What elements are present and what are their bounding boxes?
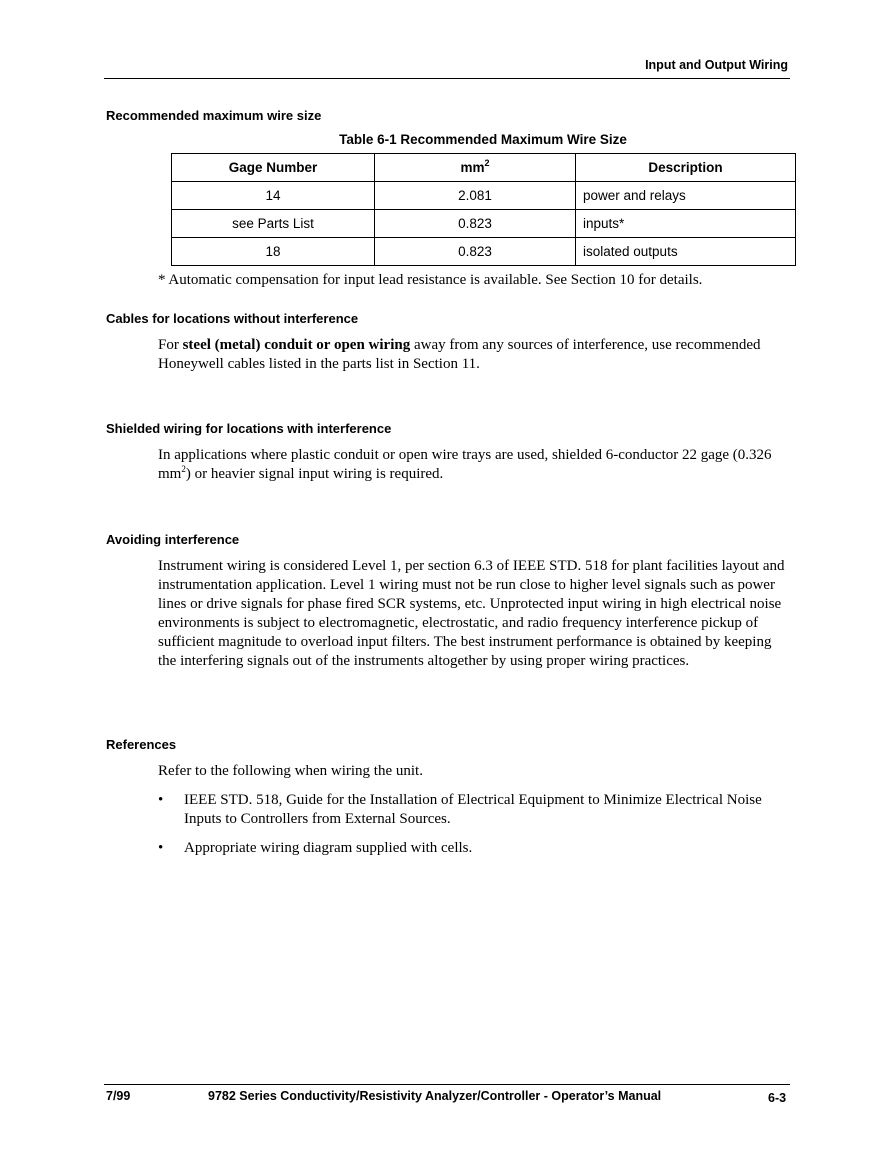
running-header: Input and Output Wiring — [645, 58, 788, 72]
bullet-icon: • — [158, 792, 164, 808]
column-header-gage: Gage Number — [172, 154, 375, 182]
paragraph-shielded-sup: 2 — [181, 464, 186, 474]
cell-description: isolated outputs — [576, 238, 796, 266]
cell-mm2: 2.081 — [375, 182, 576, 210]
footer-date: 7/99 — [106, 1089, 131, 1103]
list-item-text: Appropriate wiring diagram supplied with cells. — [184, 840, 473, 856]
table-footnote: * Automatic compensation for input lead resistance is available. See Section 10 for details. — [158, 272, 703, 288]
table-row — [172, 210, 796, 238]
list-item-text: IEEE STD. 518, Guide for the Installation of Electrical Equipment to Minimize Electrical Noise Inputs to Controllers from External Sources. — [184, 792, 762, 827]
column-header-mm2-exponent: 2 — [484, 158, 490, 168]
footer-title: 9782 Series Conductivity/Resistivity Analyzer/Controller - Operator’s Manual — [208, 1089, 662, 1103]
column-header-mm2-unit: mm — [460, 160, 485, 175]
table-row — [172, 182, 796, 210]
page-number: 6-3 — [768, 1091, 787, 1105]
cell-description: inputs* — [576, 210, 796, 238]
footer-rule — [104, 1084, 790, 1085]
list-item — [158, 791, 792, 829]
table-row — [172, 238, 796, 266]
paragraph-cables-pre: For — [158, 337, 183, 353]
list-item — [158, 839, 792, 858]
bullet-icon: • — [158, 840, 164, 856]
column-header-description: Description — [576, 154, 796, 182]
paragraph-references-intro: Refer to the following when wiring the unit. — [158, 763, 423, 779]
column-header-mm2 — [375, 154, 576, 182]
paragraph-shielded — [158, 446, 792, 484]
heading-avoiding: Avoiding interference — [106, 532, 240, 547]
paragraph-cables-post: away from any sources of interference, use recommended Honeywell cables listed in the parts list in Section 11. — [158, 337, 761, 372]
paragraph-avoiding: Instrument wiring is considered Level 1, per section 6.3 of IEEE STD. 518 for plant facilities layout and instrumentation application. Level 1 wiring must not be run close to higher level signals such as power lines or drive signals for phase fired SCR systems, etc. Unprotected input wiring in high electrical noise environments is subject to electromagnetic, electrostatic, and radio frequency interference pickup of sufficient magnitude to overload input filters. The best instrument performance is obtained by keeping the interfering signals out of the instruments altogether by using proper wiring practices. — [158, 558, 785, 669]
paragraph-cables-bold: steel (metal) conduit or open wiring — [182, 337, 411, 353]
wire-size-table — [171, 153, 796, 266]
cell-mm2: 0.823 — [375, 210, 576, 238]
table-caption: Table 6-1 Recommended Maximum Wire Size — [339, 132, 627, 147]
heading-cables: Cables for locations without interference — [106, 311, 359, 326]
paragraph-shielded-post: ) or heavier signal input wiring is required. — [185, 466, 444, 482]
heading-references: References — [106, 737, 177, 752]
cell-gage: 14 — [172, 182, 375, 210]
cell-mm2: 0.823 — [375, 238, 576, 266]
heading-wire-size: Recommended maximum wire size — [106, 108, 322, 123]
cell-description: power and relays — [576, 182, 796, 210]
paragraph-cables — [158, 336, 792, 374]
paragraph-shielded-pre: In applications where plastic conduit or open wire trays are used, shielded 6-conductor 22 gage (0.326 mm — [158, 447, 772, 482]
heading-shielded: Shielded wiring for locations with interference — [106, 421, 392, 436]
cell-gage: 18 — [172, 238, 375, 266]
header-rule — [104, 78, 790, 79]
table-header-row — [172, 154, 796, 182]
cell-gage: see Parts List — [172, 210, 375, 238]
